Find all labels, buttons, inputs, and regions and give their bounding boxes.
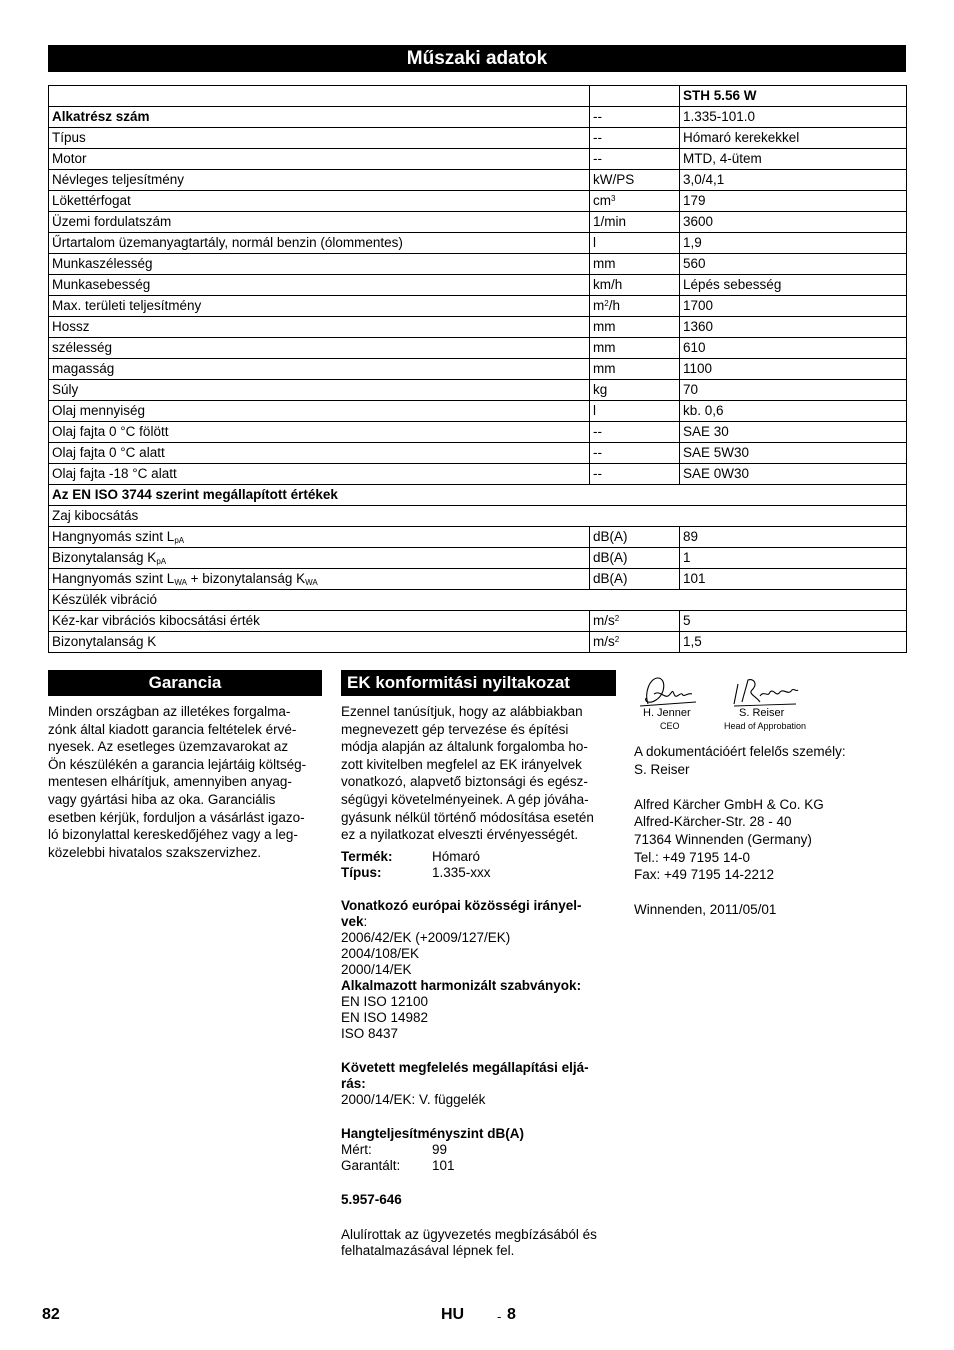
procedure-value: 2000/14/EK: V. függelék	[341, 1092, 486, 1107]
table-row	[49, 548, 907, 569]
closing-line: felhatalmazásával lépnek fel.	[341, 1243, 515, 1258]
signer2-role: Head of Approbation	[724, 721, 807, 731]
unit-base: m	[593, 298, 605, 313]
param-label	[49, 569, 590, 590]
table-row	[49, 422, 907, 443]
unit-cell	[590, 296, 680, 317]
signature-jenner	[636, 672, 698, 710]
unit-cell: --	[590, 443, 680, 464]
param-value: SAE 0W30	[680, 464, 907, 485]
ek-intro-line: gyásunk nélkül történő módosítása esetén	[341, 809, 594, 825]
table-row	[49, 632, 907, 653]
table-cell	[49, 86, 590, 107]
warranty-line: Minden országban az illetékes forgalma-	[48, 704, 291, 719]
standard-item: EN ISO 14982	[341, 1010, 429, 1025]
param-value: 560	[680, 254, 907, 275]
warranty-text	[48, 703, 328, 861]
unit-cell: --	[590, 422, 680, 443]
unit-cell	[590, 632, 680, 653]
ek-intro-line: ez a nyilatkozat elveszti érvényességét.	[341, 827, 579, 843]
unit-cell: mm	[590, 254, 680, 275]
param-value: 1700	[680, 296, 907, 317]
type-label: Típus:	[341, 865, 382, 880]
param-label: Olaj fajta -18 °C alatt	[49, 464, 590, 485]
param-value: SAE 5W30	[680, 443, 907, 464]
company-street: Alfred-Kärcher-Str. 28 - 40	[634, 814, 792, 830]
type-value: 1.335-xxx	[432, 865, 491, 880]
company-city: 71364 Winnenden (Germany)	[634, 831, 812, 847]
label-subscript: WA	[305, 578, 318, 587]
unit-cell: l	[590, 401, 680, 422]
model-header: STH 5.56 W	[680, 86, 907, 107]
param-label: Max. területi teljesítmény	[49, 296, 590, 317]
param-label: Névleges teljesítmény	[49, 170, 590, 191]
procedure-label: Követett megfelelés megállapítási eljá-	[341, 1060, 589, 1075]
table-section-row	[49, 506, 907, 527]
param-label: magasság	[49, 359, 590, 380]
table-row	[49, 527, 907, 548]
language-code: HU	[441, 1306, 465, 1323]
ek-procedure-block	[341, 1060, 616, 1108]
ek-intro-line: megnevezett gép tervezése és építési	[341, 721, 569, 737]
param-value: 3600	[680, 212, 907, 233]
unit-cell: mm	[590, 317, 680, 338]
ek-intro-line: vonatkozó, alapvető biztonsági és egész-	[341, 774, 588, 790]
unit-cell: l	[590, 233, 680, 254]
warranty-line: esetben kérjük, forduljon a vásárlást igazo-	[48, 809, 305, 825]
unit-cell: mm	[590, 359, 680, 380]
param-label: Súly	[49, 380, 590, 401]
measured-label: Mért:	[341, 1142, 372, 1157]
param-label: Munkaszélesség	[49, 254, 590, 275]
param-value: 101	[680, 569, 907, 590]
warranty-line: nyesek. Az esetleges üzemzavarokat az	[48, 739, 289, 755]
doc-person-label: A dokumentációért felelős személy:	[634, 744, 846, 759]
unit-cell: kW/PS	[590, 170, 680, 191]
sound-label: Hangteljesítményszint dB(A)	[341, 1126, 525, 1141]
param-label	[49, 548, 590, 569]
table-row	[49, 296, 907, 317]
table-row	[49, 338, 907, 359]
standard-item: EN ISO 12100	[341, 994, 429, 1009]
param-value: 89	[680, 527, 907, 548]
table-row	[49, 191, 907, 212]
table-row	[49, 611, 907, 632]
unit-base: m/s	[593, 613, 615, 628]
table-row	[49, 401, 907, 422]
unit-cell: dB(A)	[590, 548, 680, 569]
closing-text	[341, 1227, 616, 1259]
directive-item: 2004/108/EK	[341, 946, 420, 961]
param-label: Motor	[49, 149, 590, 170]
unit-superscript: 2	[614, 635, 620, 644]
param-value: 3,0/4,1	[680, 170, 907, 191]
signature-reiser	[730, 674, 800, 708]
param-value: 179	[680, 191, 907, 212]
unit-cell: --	[590, 464, 680, 485]
table-row	[49, 443, 907, 464]
sub-page-number: 8	[507, 1306, 516, 1323]
param-label: Bizonytalanság K	[49, 632, 590, 653]
label-text: + bizonytalanság K	[186, 571, 306, 586]
param-label: Lökettérfogat	[49, 191, 590, 212]
table-section-row	[49, 485, 907, 506]
param-value: 1,5	[680, 632, 907, 653]
unit-cell: dB(A)	[590, 527, 680, 548]
param-value: Lépés sebesség	[680, 275, 907, 296]
param-value: 1.335-101.0	[680, 107, 907, 128]
closing-line: Alulírottak az ügyvezetés megbízásából és	[341, 1227, 597, 1242]
table-row	[49, 128, 907, 149]
param-value: 70	[680, 380, 907, 401]
unit-superscript: 2	[614, 614, 620, 623]
unit-cell	[590, 191, 680, 212]
label-text: Hangnyomás szint L	[52, 529, 175, 544]
warranty-line: ló bizonylattal kereskedőjéhez vagy a leg-	[48, 827, 298, 843]
param-value: 1	[680, 548, 907, 569]
ek-intro-line: módja alapján az általunk forgalomba ho-	[341, 739, 588, 755]
table-row	[49, 359, 907, 380]
signer1-name: H. Jenner	[643, 707, 691, 719]
doc-person: S. Reiser	[634, 761, 690, 777]
procedure-label-2: rás:	[341, 1076, 366, 1091]
vibration-header: Készülék vibráció	[49, 590, 907, 611]
ek-product-block	[341, 849, 616, 881]
param-label: Olaj fajta 0 °C alatt	[49, 443, 590, 464]
directives-label: Vonatkozó európai közösségi irányel-	[341, 898, 582, 913]
table-row	[49, 107, 907, 128]
measured-value: 99	[432, 1142, 448, 1157]
param-label	[49, 527, 590, 548]
table-row	[49, 464, 907, 485]
param-label: Üzemi fordulatszám	[49, 212, 590, 233]
ek-intro-line: Ezennel tanúsítjuk, hogy az alábbiakban	[341, 704, 583, 719]
param-label: Űrtartalom üzemanyagtartály, normál benzin (ólommentes)	[49, 233, 590, 254]
unit-cell: --	[590, 149, 680, 170]
ek-intro-line: zott kivitelben megfelel az EK irányelvek	[341, 756, 582, 772]
guaranteed-label: Garantált:	[341, 1158, 401, 1173]
warranty-line: mentesen elhárítjuk, amennyiben anyag-	[48, 774, 292, 790]
warranty-line: Ön készülékén a garancia lejártáig költség-	[48, 756, 307, 772]
unit-base: m/s	[593, 634, 615, 649]
label-subscript: pA	[156, 557, 167, 566]
guaranteed-value: 101	[432, 1158, 455, 1173]
table-header-row	[49, 86, 907, 107]
directives-label-2: vek	[341, 914, 364, 929]
param-label: szélesség	[49, 338, 590, 359]
product-label: Termék:	[341, 849, 393, 864]
ek-intro-text	[341, 703, 621, 844]
unit-cell: 1/min	[590, 212, 680, 233]
signer1-role: CEO	[660, 721, 680, 731]
param-label: Alkatrész szám	[49, 107, 590, 128]
company-tel: Tel.: +49 7195 14-0	[634, 849, 750, 865]
ek-sound-block	[341, 1126, 616, 1174]
place-date: Winnenden, 2011/05/01	[634, 902, 777, 918]
label-text: Bizonytalanság K	[52, 550, 157, 565]
param-value: MTD, 4-ütem	[680, 149, 907, 170]
company-fax: Fax: +49 7195 14-2212	[634, 867, 774, 883]
directives-colon: :	[363, 914, 368, 929]
footer-dash: -	[497, 1309, 502, 1324]
table-row	[49, 212, 907, 233]
label-subscript: pA	[174, 536, 185, 545]
directive-item: 2000/14/EK	[341, 962, 412, 977]
table-row	[49, 149, 907, 170]
unit-superscript: 2	[604, 299, 609, 308]
table-cell	[590, 86, 680, 107]
param-label: Kéz-kar vibrációs kibocsátási érték	[49, 611, 590, 632]
param-label: Olaj fajta 0 °C fölött	[49, 422, 590, 443]
param-value: 1,9	[680, 233, 907, 254]
param-value: 1100	[680, 359, 907, 380]
warranty-heading: Garancia	[48, 670, 322, 696]
warranty-line: zónk által kiadott garancia feltételek érvé-	[48, 721, 297, 737]
table-row	[49, 254, 907, 275]
spec-table	[48, 85, 907, 653]
param-value: 610	[680, 338, 907, 359]
company-name: Alfred Kärcher GmbH & Co. KG	[634, 796, 824, 812]
unit-base: cm	[593, 193, 611, 208]
warranty-line: közelebbi hivatalos szakszervizhez.	[48, 844, 262, 860]
param-value: 1360	[680, 317, 907, 338]
unit-cell	[590, 611, 680, 632]
ek-heading: EK konformitási nyiltakozat	[341, 670, 616, 696]
param-label: Olaj mennyiség	[49, 401, 590, 422]
param-label: Típus	[49, 128, 590, 149]
unit-cell: km/h	[590, 275, 680, 296]
param-value: kb. 0,6	[680, 401, 907, 422]
unit-cell: dB(A)	[590, 569, 680, 590]
contact-block	[634, 743, 909, 919]
unit-cell: mm	[590, 338, 680, 359]
page-title: Műszaki adatok	[48, 45, 906, 72]
ek-directives-block	[341, 898, 616, 1042]
warranty-line: vagy gyártási hiba az oka. Garanciális	[48, 791, 276, 807]
unit-tail: /h	[608, 298, 620, 313]
unit-cell: kg	[590, 380, 680, 401]
label-text: Hangnyomás szint L	[52, 571, 175, 586]
doc-number: 5.957-646	[341, 1192, 402, 1207]
param-value: SAE 30	[680, 422, 907, 443]
ek-intro-line: ségügyi követelményeinek. A gép jóváha-	[341, 791, 589, 807]
directive-item: 2006/42/EK (+2009/127/EK)	[341, 930, 511, 945]
table-row	[49, 170, 907, 191]
unit-cell: --	[590, 107, 680, 128]
iso-section-label: Az EN ISO 3744 szerint megállapított értékek	[49, 485, 907, 506]
product-value: Hómaró	[432, 849, 481, 864]
standard-item: ISO 8437	[341, 1026, 399, 1041]
param-label: Munkasebesség	[49, 275, 590, 296]
param-value: 5	[680, 611, 907, 632]
signer2-name: S. Reiser	[739, 707, 785, 719]
unit-cell: --	[590, 128, 680, 149]
table-row	[49, 275, 907, 296]
page-number: 82	[42, 1306, 60, 1323]
param-label: Hossz	[49, 317, 590, 338]
table-section-row	[49, 590, 907, 611]
table-row	[49, 569, 907, 590]
noise-header: Zaj kibocsátás	[49, 506, 907, 527]
param-value: Hómaró kerekekkel	[680, 128, 907, 149]
standards-label: Alkalmazott harmonizált szabványok:	[341, 978, 582, 993]
table-row	[49, 380, 907, 401]
unit-superscript: 3	[611, 194, 616, 203]
table-row	[49, 233, 907, 254]
table-row	[49, 317, 907, 338]
label-subscript: WA	[174, 578, 187, 587]
